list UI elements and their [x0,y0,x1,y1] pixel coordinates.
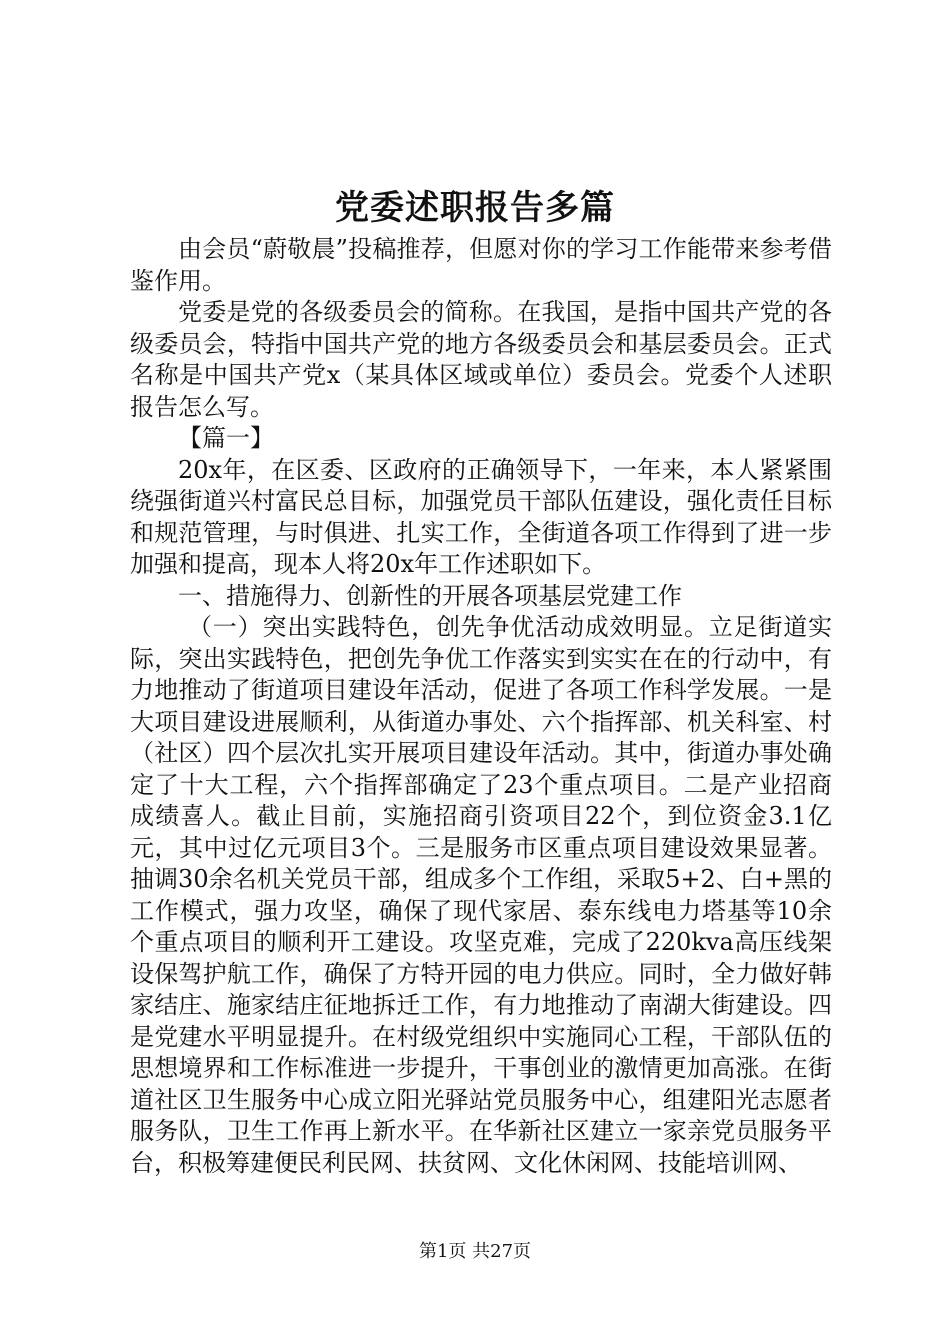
document-body [130,234,832,1179]
subsection-heading: 一、措施得力、创新性的开展各项基层党建工作 [178,581,682,610]
report-intro-paragraph: 20x年，在区委、区政府的正确领导下，一年来，本人紧紧围绕强街道兴村富民总目标，加强党员干部队伍建设，强化责任目标和规范管理，与时俱进、扎实工作，全街道各项工作得到了进一步加强和提高，现本人将20x年工作述职如下。 [130,455,832,578]
page-title: 党委述职报告多篇 [335,188,615,228]
page-number: 第1页 共27页 [418,1241,532,1262]
section-heading: 【篇一】 [178,424,274,452]
definition-paragraph: 党委是党的各级委员会的简称。在我国，是指中国共产党的各级委员会，特指中国共产党的地方各级委员会和基层委员会。正式名称是中国共产党x（某具体区域或单位）委员会。党委个人述职报告怎么写。 [130,298,832,421]
report-detail-paragraph: （一）突出实践特色，创先争优活动成效明显。立足街道实际，突出实践特色，把创先争优工作落实到实实在在的行动中，有力地推动了街道项目建设年活动，促进了各项工作科学发展。一是大项目建设进展顺利，从街道办事处、六个指挥部、机关科室、村（社区）四个层次扎实开展项目建设年活动。其中，街道办事处确定了十大工程，六个指挥部确定了23个重点项目。二是产业招商成绩喜人。截止目前，实施招商引资项目22个，到位资金3.1亿元，其中过亿元项目3个。三是服务市区重点项目建设效果显著。抽调30余名机关党员干部，组成多个工作组，采取5+2、白+黑的工作模式，强力攻坚，确保了现代家居、泰东线电力塔基等10余个重点项目的顺利开工建设。攻坚克难，完成了220kva高压线架设保驾护航工作，确保了方特开园的电力供应。同时，全力做好韩家结庄、施家结庄征地拆迁工作，有力地推动了南湖大街建设。四是党建水平明显提升。在村级党组织中实施同心工程，干部队伍的思想境界和工作标准进一步提升，干事创业的激情更加高涨。在街道社区卫生服务中心成立阳光驿站党员服务中心，组建阳光志愿者服务队，卫生工作再上新水平。在华新社区建立一家亲党员服务平台，积极筹建便民利民网、扶贫网、文化休闲网、技能培训网、 [130,613,832,1177]
intro-paragraph: 由会员“蔚敬晨”投稿推荐，但愿对你的学习工作能带来参考借鉴作用。 [130,235,832,295]
